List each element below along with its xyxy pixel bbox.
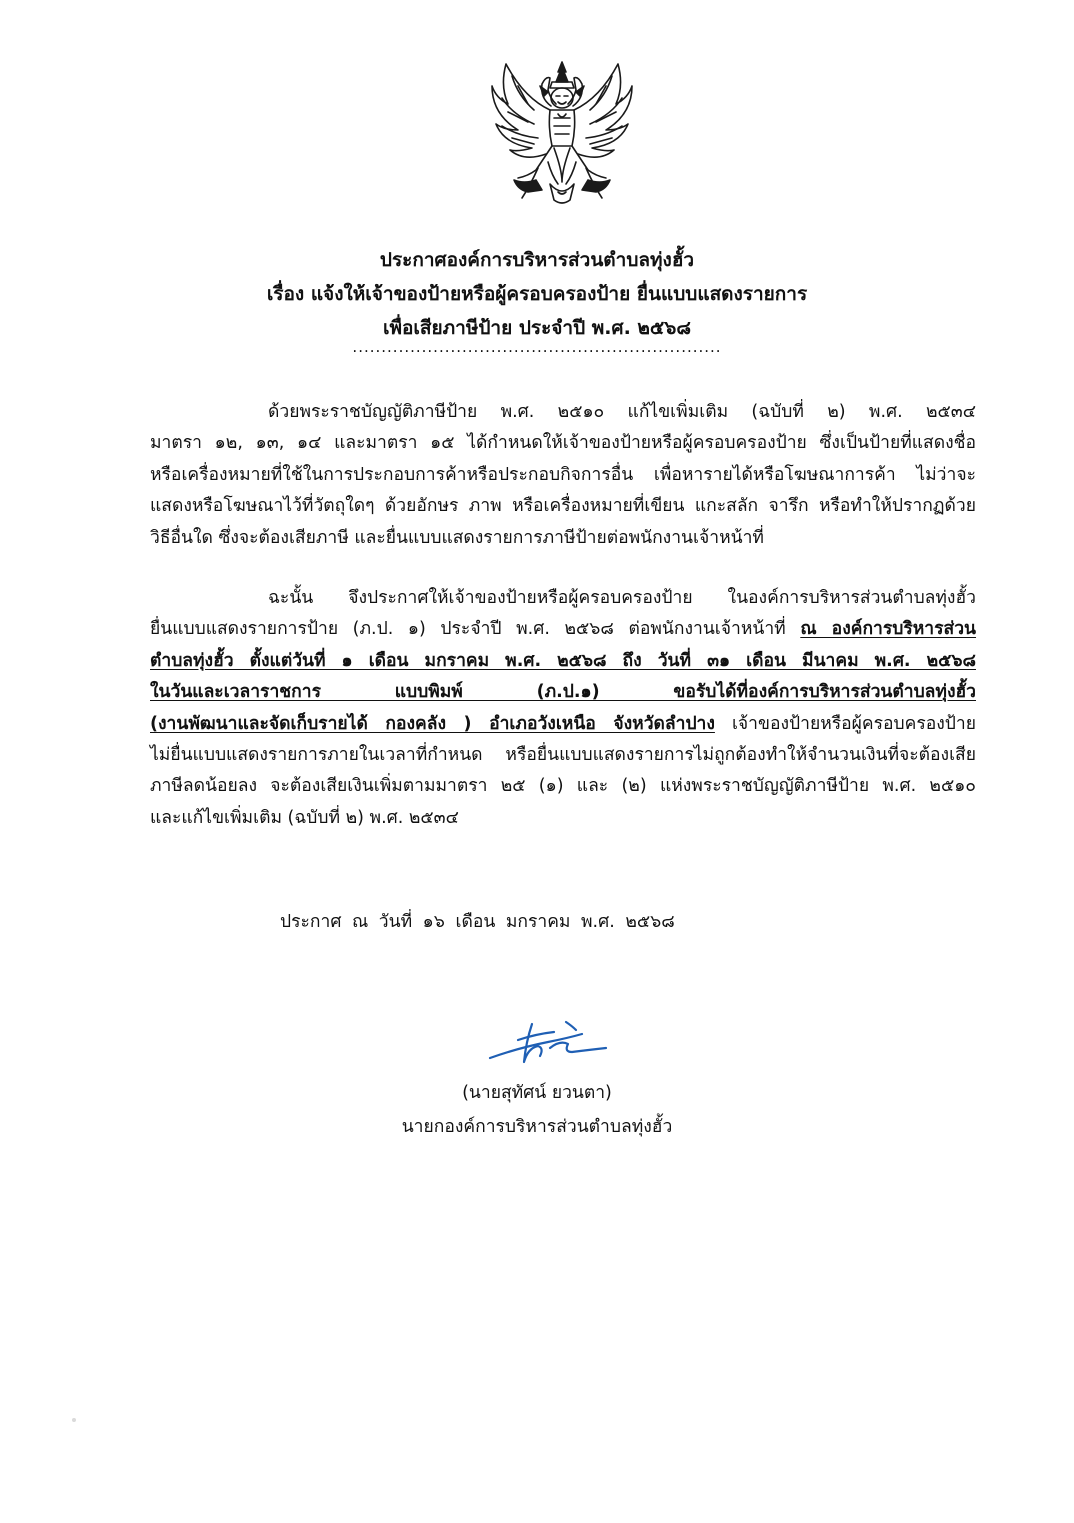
paragraph-line: แสดงหรือโฆษณาไว้ที่วัตถุใดๆ ด้วยอักษร ภาพ หรือเครื่องหมายที่เขียน แกะสลัก จารึก หรือทำให้ปรากฏด้วย (150, 496, 976, 517)
announcement-date: ประกาศ ณ วันที่ ๑๖ เดือน มกราคม พ.ศ. ๒๕๖๘ (280, 912, 675, 932)
paragraph-line: ไม่ยื่นแบบแสดงรายการภายในเวลาที่กำหนด หรือยื่นแบบแสดงรายการไม่ถูกต้องทำให้จำนวนเงินที่จะต้องเสีย (150, 745, 976, 766)
signer-name: (นายสุทัศน์ ยวนตา) (462, 1083, 612, 1103)
subject-line: เรื่อง แจ้งให้เจ้าของป้ายหรือผู้ครอบครองป้าย ยื่นแบบแสดงรายการ (266, 283, 808, 305)
announcement-title (100, 243, 974, 345)
signer-block (100, 1076, 974, 1144)
paragraph-text: ยื่นแบบแสดงรายการป้าย (ภ.ป. ๑) ประจำปี พ.ศ. ๒๕๖๘ ต่อพนักงานเจ้าหน้าที่ (150, 619, 801, 640)
paragraph-line: ฉะนั้น จึงประกาศให้เจ้าของป้ายหรือผู้ครอบครองป้าย ในองค์การบริหารส่วนตำบลทุ่งฮั้ว (268, 588, 976, 608)
handwritten-signature-icon (488, 1018, 608, 1070)
signer-title: นายกองค์การบริหารส่วนตำบลทุ่งฮั้ว (401, 1117, 673, 1137)
paragraph-line: มาตรา ๑๒, ๑๓, ๑๔ และมาตรา ๑๕ ได้กำหนดให้เจ้าของป้ายหรือผู้ครอบครองป้าย ซึ่งเป็นป้ายที่แสดงชื่อ (150, 433, 976, 454)
scan-speck (72, 1418, 76, 1422)
paragraph-line (150, 709, 976, 740)
paragraph-line: ภาษีลดน้อยลง จะต้องเสียเงินเพิ่มตามมาตรา ๒๕ (๑) และ (๒) แห่งพระราชบัญญัติภาษีป้าย พ.ศ. ๒๕๑๐ (150, 776, 976, 797)
paragraph-line: หรือเครื่องหมายที่ใช้ในการประกอบการค้าหรือประกอบกิจการอื่น เพื่อหารายได้หรือโฆษณาการค้า ไม่ว่าจะ (150, 464, 976, 485)
paragraph-line: วิธีอื่นใด ซึ่งจะต้องเสียภาษี และยื่นแบบแสดงรายการภาษีป้ายต่อพนักงานเจ้าหน้าที่ (150, 527, 764, 548)
paragraph-text: เจ้าของป้ายหรือผู้ครอบครองป้าย (714, 713, 976, 734)
emphasized-text: (งานพัฒนาและจัดเก็บรายได้ กองคลัง ) อำเภอวังเหนือ จังหวัดลำปาง (150, 713, 715, 734)
paragraph-line (150, 614, 976, 645)
form-pickup-line: ในวันและเวลาราชการ แบบพิมพ์ (ภ.ป.๑) ขอรับได้ที่องค์การบริหารส่วนตำบลทุ่งฮั้ว (150, 682, 976, 703)
paragraph-line: ด้วยพระราชบัญญัติภาษีป้าย พ.ศ. ๒๕๑๐ แก้ไขเพิ่มเติม (ฉบับที่ ๒) พ.ศ. ๒๕๓๔ (268, 402, 976, 422)
paragraph-legal-basis (150, 397, 976, 554)
subject-line-continued: เพื่อเสียภาษีป้าย ประจำปี พ.ศ. ๒๕๖๘ (382, 317, 692, 339)
title-line: ประกาศองค์การบริหารส่วนตำบลทุ่งฮั้ว (379, 249, 695, 271)
garuda-emblem-icon (488, 58, 636, 208)
paragraph-filing-instructions (150, 583, 976, 834)
paragraph-line: และแก้ไขเพิ่มเติม (ฉบับที่ ๒) พ.ศ. ๒๕๓๔ (150, 807, 459, 828)
filing-period-line: ตำบลทุ่งฮั้ว ตั้งแต่วันที่ ๑ เดือน มกราคม พ.ศ. ๒๕๖๘ ถึง วันที่ ๓๑ เดือน มีนาคม พ.ศ. ๒๕๖๘ (150, 650, 976, 671)
emphasized-text: ณ องค์การบริหารส่วน (800, 619, 977, 640)
title-separator: ................................................................ (352, 338, 722, 356)
